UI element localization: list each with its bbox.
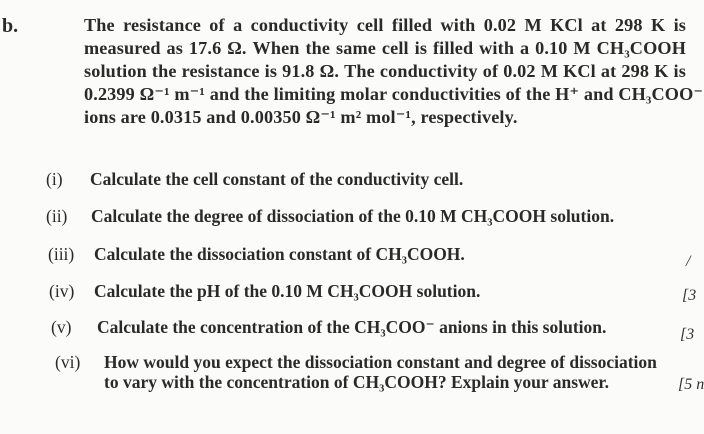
question-paragraph [84,14,704,129]
paragraph-line-1: The resistance of a conductivity cell filled with 0.02 M KCl at 298 K is [84,15,686,35]
marks-indicator: / [686,253,691,270]
part-label: (iv) [49,281,75,301]
part-text: Calculate the concentration of the CH₃COO⁻ anions in this solution. [97,317,607,337]
part-text-line-2: to vary with the concentration of CH₃COOH? Explain your answer. [104,372,609,392]
marks-indicator: [5 n [678,376,704,393]
question-number: b. [2,15,19,37]
part-label: (i) [46,169,63,189]
part-text: Calculate the dissociation constant of CH₃COOH. [94,244,465,264]
part-label: (v) [51,317,72,337]
paragraph-line-4: 0.2399 Ω⁻¹ m⁻¹ and the limiting molar conductivities of the H⁺ and CH₃COO⁻ [84,84,704,104]
part-label: (iii) [48,244,75,264]
part-text: Calculate the pH of the 0.10 M CH₃COOH solution. [94,281,481,301]
part-label: (ii) [46,206,68,226]
paragraph-line-5: ions are 0.0315 and 0.00350 Ω⁻¹ m² mol⁻¹, respectively. [84,107,518,127]
marks-indicator: [3 [682,287,697,304]
paragraph-line-2: measured as 17.6 Ω. When the same cell is filled with a 0.10 M CH₃COOH [84,38,686,58]
part-text: Calculate the cell constant of the conductivity cell. [90,169,464,189]
part-text-line-1: How would you expect the dissociation constant and degree of dissociation [104,352,657,372]
part-text: Calculate the degree of dissociation of the 0.10 M CH₃COOH solution. [91,206,615,226]
marks-indicator: [3 [680,326,695,343]
part-label: (vi) [55,352,81,372]
paragraph-line-3: solution the resistance is 91.8 Ω. The conductivity of 0.02 M KCl at 298 K is [84,61,686,81]
